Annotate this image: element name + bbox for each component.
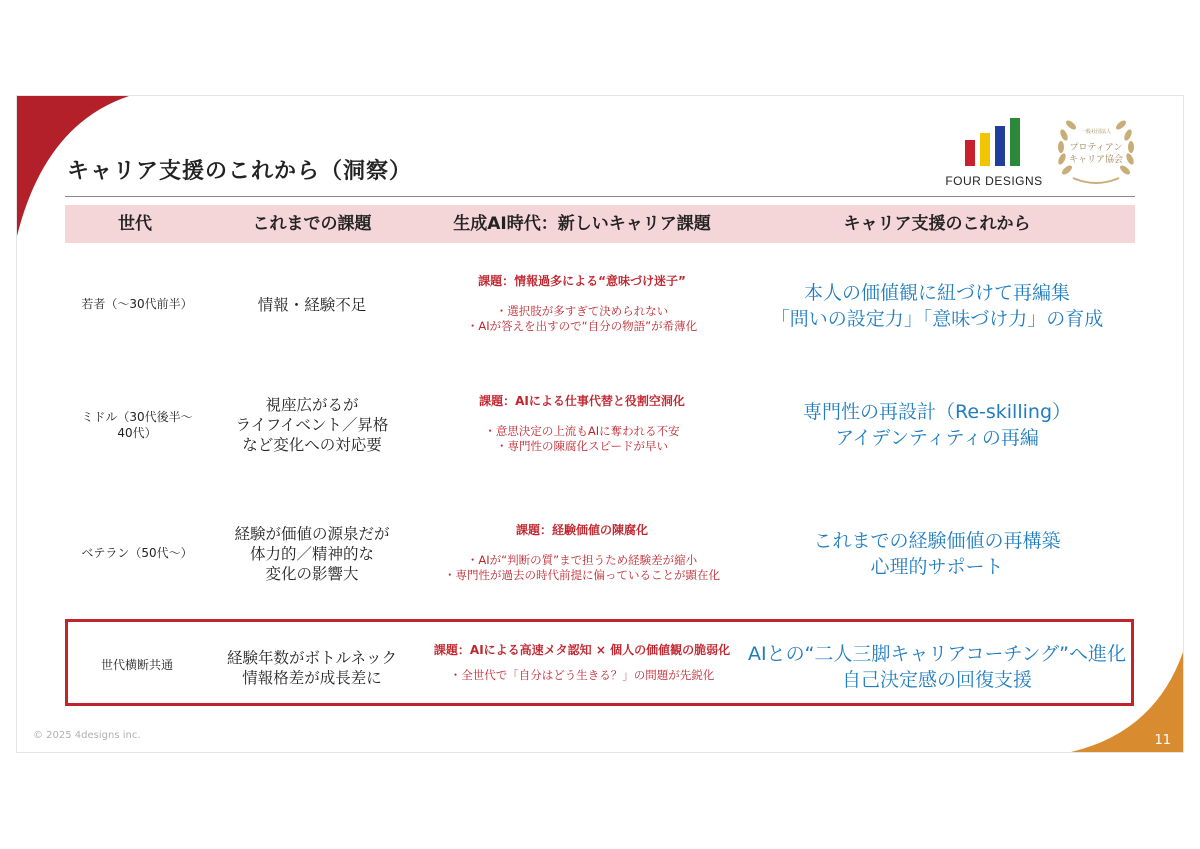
row-3-issue-title: 課題：経験価値の陳腐化 bbox=[515, 523, 648, 537]
seal-line-1: プロティアン bbox=[1069, 143, 1123, 153]
header-future-support: キャリア支援のこれから bbox=[843, 214, 1031, 234]
row-2-generation bbox=[67, 409, 207, 441]
row-2-previous-line: 視座広がるが bbox=[265, 396, 359, 414]
row-3-issue-point: ・専門性が過去の時代前提に偏っていることが顕在化 bbox=[444, 568, 720, 582]
page-number: 11 bbox=[1154, 733, 1171, 748]
row-3-generation-line: ベテラン（50代〜） bbox=[81, 546, 193, 560]
row-1-generation-line: 若者（〜30代前半） bbox=[81, 297, 193, 311]
seal-top-text: 一般社団法人 bbox=[1080, 129, 1111, 135]
row-1-future-line: 本人の価値観に紐づけて再編集 bbox=[803, 282, 1070, 304]
row-2-issue-title: 課題：AIによる仕事代替と役割空洞化 bbox=[479, 394, 685, 408]
logo-bar-blue bbox=[995, 126, 1005, 166]
row-3-future bbox=[747, 528, 1127, 580]
row-4-issue-title: 課題：AIによる高速メタ認知 × 個人の価値観の脆弱化 bbox=[433, 643, 731, 657]
four-designs-logo bbox=[941, 118, 1047, 190]
row-4-issue-point: ・全世代で「自分はどう生きる？」の問題が先鋭化 bbox=[449, 668, 715, 682]
row-4-future bbox=[747, 641, 1127, 693]
row-2-issue bbox=[417, 393, 747, 454]
row-1-generation bbox=[67, 296, 207, 312]
row-3-generation bbox=[67, 545, 207, 561]
logo-bar-yellow bbox=[980, 133, 990, 166]
logo-bars-icon bbox=[965, 118, 1025, 166]
row-1-issue-title: 課題：情報過多による“意味づけ迷子” bbox=[478, 274, 686, 288]
row-1-issue-point: ・AIが答えを出すので“自分の物語”が希薄化 bbox=[466, 319, 698, 333]
row-1-future bbox=[747, 280, 1127, 332]
logo-bar-red bbox=[965, 140, 975, 166]
row-2-previous-line: ライフイベント／昇格 bbox=[235, 416, 389, 434]
row-1-previous bbox=[209, 295, 415, 315]
row-3-issue bbox=[417, 522, 747, 583]
row-2-future bbox=[747, 399, 1127, 451]
header-previous-issues: これまでの課題 bbox=[252, 214, 372, 234]
logo-brand-text: FOUR DESIGNS bbox=[945, 174, 1043, 188]
row-3-future-line: 心理的サポート bbox=[870, 556, 1004, 578]
slide bbox=[16, 95, 1184, 753]
row-3-previous-line: 体力的／精神的な bbox=[249, 545, 374, 563]
row-3-previous-line: 経験が価値の源泉だが bbox=[234, 525, 390, 543]
logo-bar-green bbox=[1010, 118, 1020, 166]
row-1-issue bbox=[417, 273, 747, 334]
row-4-issue bbox=[417, 642, 747, 683]
row-2-previous-line: など変化への対応要 bbox=[242, 436, 382, 454]
seal-line-2: キャリア協会 bbox=[1068, 155, 1123, 165]
row-2-future-line: 専門性の再設計（Re-skilling） bbox=[802, 401, 1071, 423]
table-header-row bbox=[65, 205, 1135, 243]
row-3-future-line: これまでの経験価値の再構築 bbox=[813, 530, 1061, 552]
row-3-issue-point: ・AIが“判断の質”まで担うため経験差が縮小 bbox=[466, 553, 698, 567]
row-2-generation-line: 40代） bbox=[117, 426, 157, 440]
row-4-previous-line: 情報格差が成長差に bbox=[242, 669, 382, 687]
row-4-previous bbox=[209, 648, 415, 688]
row-4-future-line: 自己決定感の回復支援 bbox=[841, 669, 1032, 691]
copyright-text: © 2025 4designs inc. bbox=[33, 730, 141, 741]
row-4-generation bbox=[67, 657, 207, 673]
header-generation: 世代 bbox=[118, 214, 152, 234]
header-ai-era-issues: 生成AI時代：新しいキャリア課題 bbox=[453, 214, 711, 234]
row-2-future-line: アイデンティティの再編 bbox=[835, 427, 1039, 449]
row-1-future-line: 「問いの設定力」「意味づけ力」の育成 bbox=[770, 308, 1104, 330]
row-2-issue-point: ・意思決定の上流もAIに奪われる不安 bbox=[484, 424, 680, 438]
title-divider bbox=[65, 196, 1135, 197]
row-3-previous-line: 変化の影響大 bbox=[265, 565, 359, 583]
row-4-generation-line: 世代横断共通 bbox=[100, 658, 173, 672]
row-2-issue-point: ・専門性の陳腐化スピードが早い bbox=[495, 439, 669, 453]
row-1-issue-point: ・選択肢が多すぎて決められない bbox=[495, 304, 669, 318]
row-2-previous bbox=[209, 395, 415, 455]
row-3-previous bbox=[209, 524, 415, 584]
row-4-previous-line: 経験年数がボトルネック bbox=[226, 649, 398, 667]
row-1-previous-line: 情報・経験不足 bbox=[257, 296, 367, 314]
page-title: キャリア支援のこれから（洞察） bbox=[67, 159, 413, 184]
association-seal bbox=[1053, 116, 1139, 188]
row-4-future-line: AIとの“二人三脚キャリアコーチング”へ進化 bbox=[747, 643, 1126, 665]
row-2-generation-line: ミドル（30代後半〜 bbox=[81, 410, 193, 424]
